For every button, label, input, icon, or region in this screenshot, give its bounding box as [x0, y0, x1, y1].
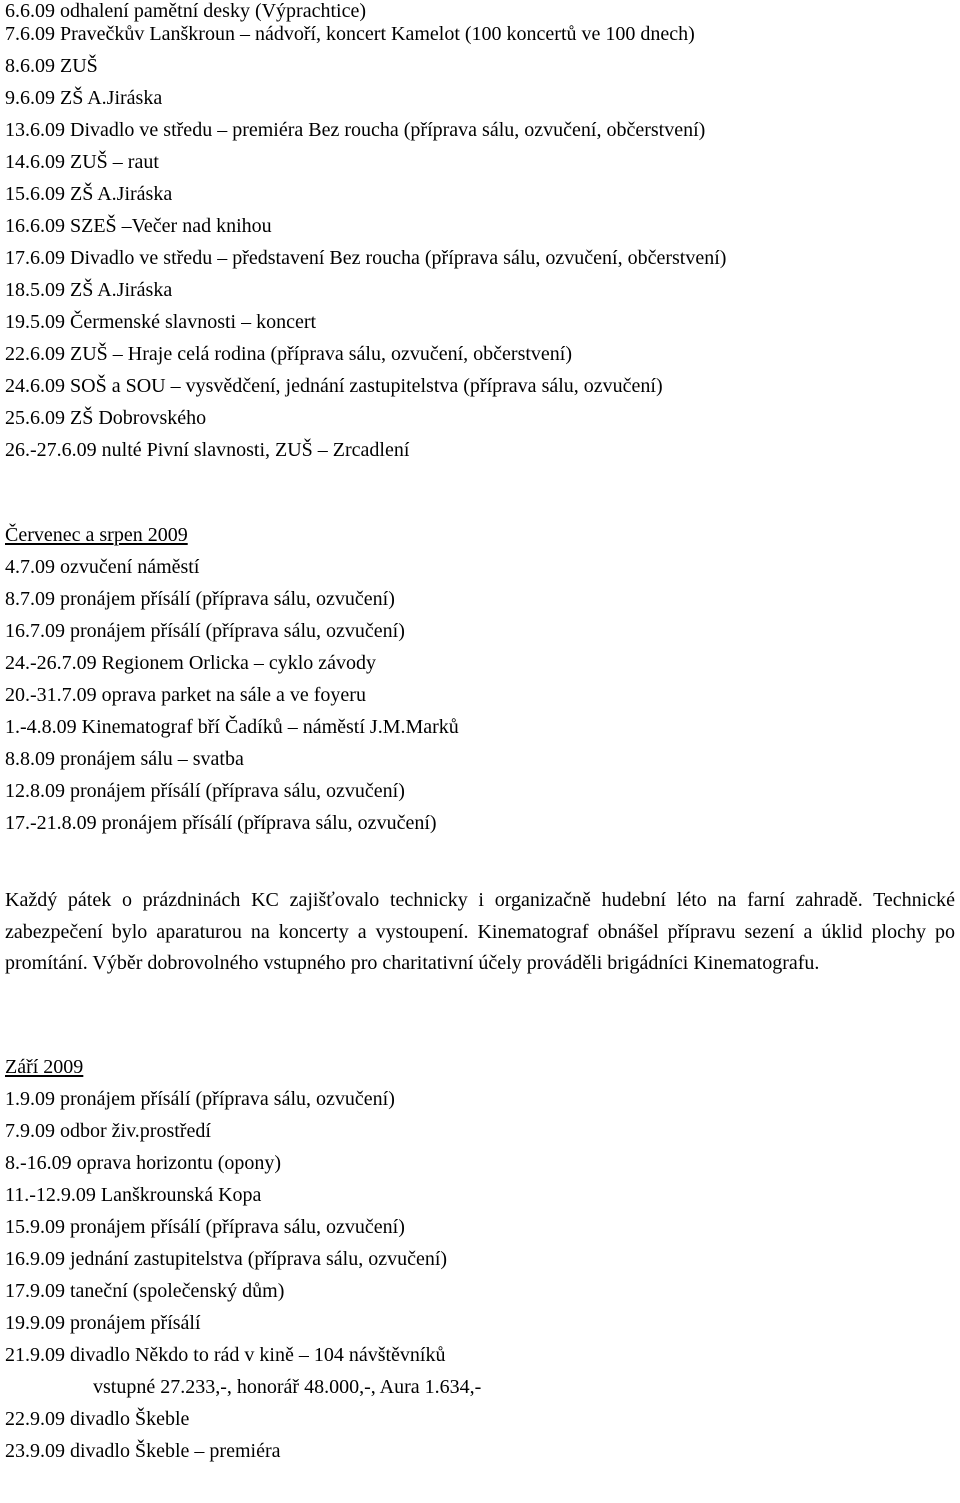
list-item: 24.-26.7.09 Regionem Orlicka – cyklo závody	[5, 652, 377, 674]
list-item: 15.9.09 pronájem přísálí (příprava sálu, ozvučení)	[5, 1215, 405, 1238]
list-item: 9.6.09 ZŠ A.Jiráska	[5, 87, 163, 109]
section-heading: Září 2009	[5, 1055, 84, 1078]
list-item: 8.8.09 pronájem sálu – svatba	[5, 748, 244, 770]
list-item: 17.9.09 taneční (společenský dům)	[5, 1279, 285, 1302]
list-item: 16.6.09 SZEŠ –Večer nad knihou	[5, 215, 272, 237]
list-item: 21.9.09 divadlo Někdo to rád v kině – 104 návštěvníků	[5, 1343, 446, 1366]
list-item-detail: vstupné 27.233,-, honorář 48.000,-, Aura 1.634,-	[93, 1375, 482, 1398]
list-item: 7.6.09 Pravečkův Lanškroun – nádvoří, koncert Kamelot (100 koncertů ve 100 dnech)	[5, 23, 695, 45]
list-item: 13.6.09 Divadlo ve středu – premiéra Bez roucha (příprava sálu, ozvučení, občerstvení)	[5, 119, 706, 141]
section-spacer	[5, 470, 955, 523]
list-item: 16.7.09 pronájem přísálí (příprava sálu, ozvučení)	[5, 620, 405, 642]
june-entries-list	[5, 0, 955, 470]
list-item: 20.-31.7.09 oprava parket na sále a ve foyeru	[5, 684, 366, 706]
list-item: 25.6.09 ZŠ Dobrovského	[5, 407, 207, 429]
summer-paragraph: Každý pátek o prázdninách KC zajišťovalo technicky i organizačně hudební léto na farní zahradě. Technické zabezpečení bylo aparaturou na koncerty a vystoupení. Kinematograf obnášel přípravu sezení a úklid plochy po promítání. Výběr dobrovolného vstupného pro charitativní účely prováděli brigádníci Kinematografu.	[5, 889, 955, 974]
list-item: 8.6.09 ZUŠ	[5, 55, 98, 77]
list-item: 22.9.09 divadlo Škeble	[5, 1407, 190, 1430]
list-item: 19.9.09 pronájem přísálí	[5, 1311, 201, 1334]
list-item: 8.7.09 pronájem přísálí (příprava sálu, ozvučení)	[5, 588, 395, 610]
summer-section	[5, 523, 955, 980]
list-item: 12.8.09 pronájem přísálí (příprava sálu, ozvučení)	[5, 780, 405, 802]
list-item: 15.6.09 ZŠ A.Jiráska	[5, 183, 173, 205]
september-section	[5, 1055, 955, 1471]
list-item: 8.-16.09 oprava horizontu (opony)	[5, 1151, 282, 1174]
list-item: 11.-12.9.09 Lanškrounská Kopa	[5, 1183, 262, 1206]
list-item: 17.6.09 Divadlo ve středu – představení Bez roucha (příprava sálu, ozvučení, občerstvení)	[5, 247, 727, 269]
section-spacer	[5, 980, 955, 1055]
section-spacer	[5, 843, 955, 885]
list-item: 24.6.09 SOŠ a SOU – vysvědčení, jednání zastupitelstva (příprava sálu, ozvučení)	[5, 375, 663, 397]
list-item: 26.-27.6.09 nulté Pivní slavnosti, ZUŠ – Zrcadlení	[5, 439, 410, 461]
document-page	[5, 0, 955, 1471]
list-item: 22.6.09 ZUŠ – Hraje celá rodina (příprava sálu, ozvučení, občerstvení)	[5, 343, 573, 365]
list-item: 18.5.09 ZŠ A.Jiráska	[5, 279, 173, 301]
list-item: 7.9.09 odbor živ.prostředí	[5, 1119, 211, 1142]
list-item: 1.-4.8.09 Kinematograf bří Čadíků – náměstí J.M.Marků	[5, 716, 459, 738]
list-item: 4.7.09 ozvučení náměstí	[5, 556, 200, 578]
list-item: 6.6.09 odhalení pamětní desky (Výprachtice)	[5, 0, 366, 22]
list-item: 16.9.09 jednání zastupitelstva (příprava sálu, ozvučení)	[5, 1247, 448, 1270]
list-item: 23.9.09 divadlo Škeble – premiéra	[5, 1439, 281, 1462]
list-item: 1.9.09 pronájem přísálí (příprava sálu, ozvučení)	[5, 1087, 395, 1110]
section-heading: Červenec a srpen 2009	[5, 524, 188, 546]
list-item: 14.6.09 ZUŠ – raut	[5, 151, 159, 173]
list-item: 19.5.09 Čermenské slavnosti – koncert	[5, 311, 317, 333]
list-item: 17.-21.8.09 pronájem přísálí (příprava sálu, ozvučení)	[5, 812, 437, 834]
